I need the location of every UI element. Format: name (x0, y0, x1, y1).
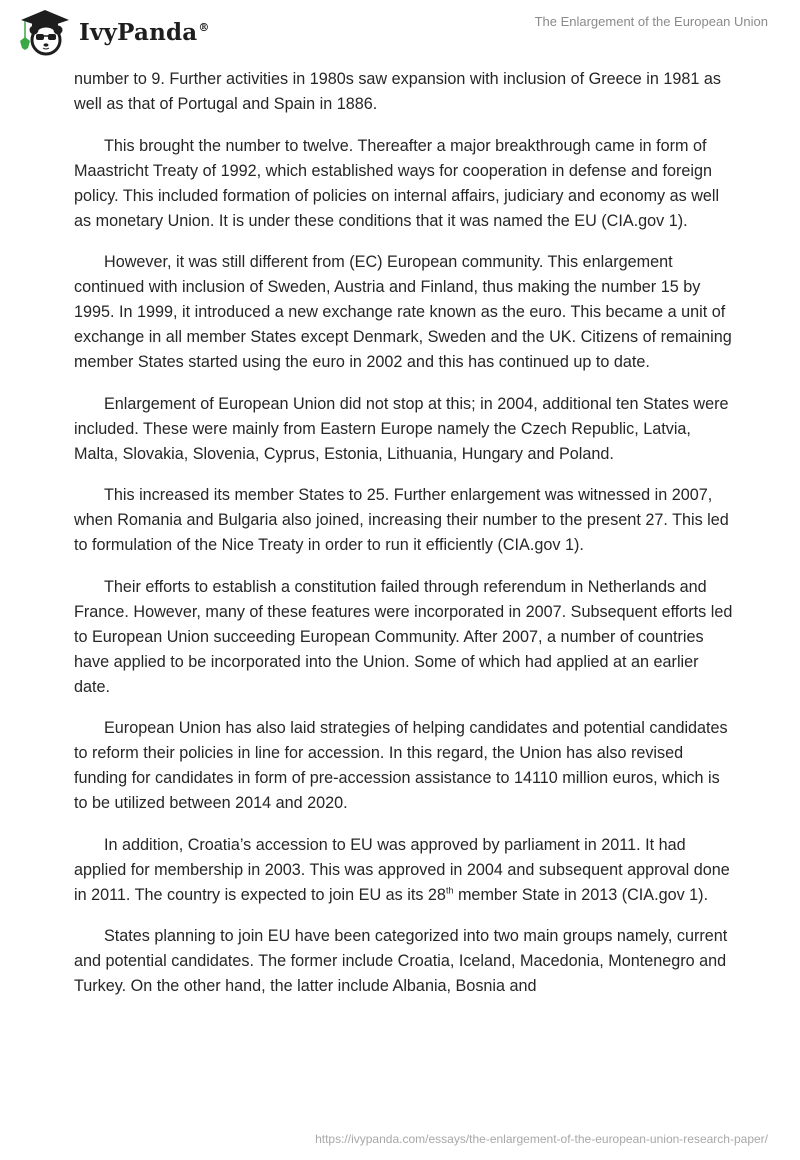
paragraph: number to 9. Further activities in 1980s saw expansion with inclusion of Greece in 1981 as well as that of Portugal and Spain in 1886. (74, 70, 721, 113)
paragraph: Enlargement of European Union did not stop at this; in 2004, additional ten States were included. These were mainly from Eastern Europe namely the Czech Republic, Latvia, Malta, Slovakia, Slovenia, Cyprus, Estonia, Lithuania, Hungary and Poland. (74, 394, 729, 463)
paragraph: This increased its member States to 25. Further enlargement was witnessed in 2007, when Romania and Bulgaria also joined, increasing their number to the present 27. This led to formulation of the Nice Treaty in order to run it efficiently (CIA.gov 1). (74, 486, 729, 554)
paragraph-text: In addition, Croatia’s accession to EU was approved by parliament in 2011. It had applied for membership in 2003. This was approved in 2004 and subsequent approval done in 2011. The country is expected to join EU as its 28 (74, 835, 730, 904)
essay-body (74, 67, 734, 1016)
paragraph: Their efforts to establish a constitution failed through referendum in Netherlands and France. However, many of these features were incorporated in 2007. Subsequent efforts led to European Union succeeding European Community. After 2007, a number of countries have applied to be incorporated into the Union. Some of which had applied at an earlier date. (74, 577, 733, 696)
paragraph: This brought the number to twelve. Thereafter a major breakthrough came in form of Maastricht Treaty of 1992, which established ways for cooperation in defense and foreign policy. This included formation of policies on internal affairs, judiciary and economy as well as monetary Union. It is under these conditions that it was named the EU (CIA.gov 1). (74, 136, 720, 230)
panda-graduate-icon (17, 8, 73, 56)
page-header (0, 0, 800, 60)
registered-mark: ® (198, 20, 210, 34)
brand-name: IvyPanda® (79, 18, 210, 46)
paragraph-text: member State in 2013 (CIA.gov 1). (453, 885, 709, 904)
paragraph: European Union has also laid strategies of helping candidates and potential candidates to reform their policies in line for accession. In this regard, the Union has also revised funding for candidates in form of pre-accession assistance to 14110 million euros, which is to be utilized between 2014 and 2020. (74, 719, 728, 812)
paragraph: However, it was still different from (EC) European community. This enlargement continued with inclusion of Sweden, Austria and Finland, thus making the number 15 by 1995. In 1999, it introduced a new exchange rate known as the euro. This became a unit of exchange in all member States except Denmark, Sweden and the UK. Citizens of remaining member States started using the euro in 2002 and this has continued up to date. (74, 253, 732, 371)
document-title: The Enlargement of the European Union (534, 14, 768, 29)
paragraph (74, 833, 734, 908)
ordinal-suffix: th (445, 885, 454, 896)
paragraph: States planning to join EU have been categorized into two main groups namely, current and potential candidates. The former include Croatia, Iceland, Macedonia, Montenegro and Turkey. On the other hand, the latter include Albania, Bosnia and (74, 927, 728, 995)
ivypanda-logo[interactable] (17, 8, 210, 56)
source-url[interactable]: https://ivypanda.com/essays/the-enlargement-of-the-european-union-research-paper/ (315, 1132, 768, 1146)
